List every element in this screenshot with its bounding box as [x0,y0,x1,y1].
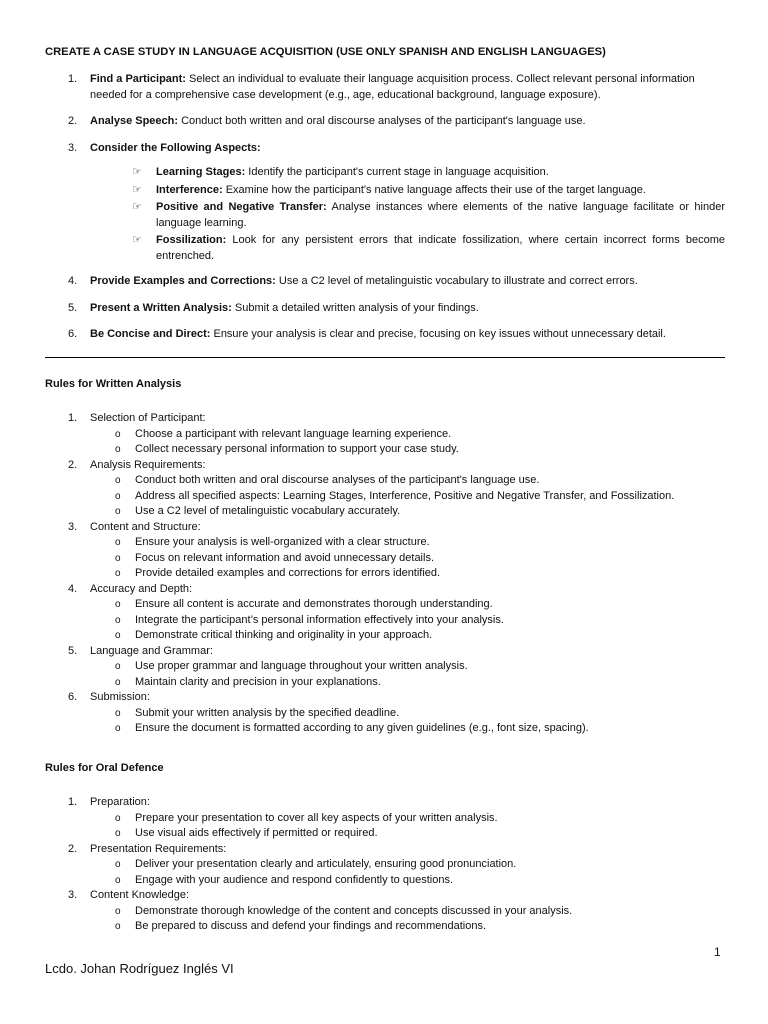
step-label: Present a Written Analysis: [90,301,232,314]
rule-item [45,842,725,858]
rule-subitem-text: Ensure your analysis is well-organized with a clear structure. [135,536,430,548]
written-rules-heading: Rules for Written Analysis [45,378,182,390]
rule-item [45,411,725,427]
rule-label: Language and Grammar: [90,644,213,657]
rule-subitem [45,873,725,889]
rule-subitem [45,721,725,737]
step-item [45,141,725,265]
step-number: 5. [68,301,78,314]
pointing-hand-icon: ☞ [132,234,142,246]
rule-label: Presentation Requirements: [90,842,227,855]
rule-subitem-text: Demonstrate thorough knowledge of the content and concepts discussed in your analysis. [135,904,573,917]
rule-number: 5. [68,644,78,657]
aspect-text: Identify the participant's current stage in language acquisition. [245,166,549,178]
rule-subitem-text: Ensure all content is accurate and demonstrates thorough understanding. [135,598,493,610]
rule-item [45,644,725,660]
step-text: Ensure your analysis is clear and precise, focusing on key issues without unnecessary detail. [210,328,666,340]
rule-item [45,888,725,904]
rule-subitem [45,566,725,582]
hollow-circle-icon: o [115,661,121,672]
hollow-circle-icon: o [115,537,121,548]
written-rules-list [45,411,725,737]
rule-subitem-text: Integrate the participant’s personal information effectively into your analysis. [135,613,504,626]
rule-number: 2. [68,458,78,471]
step-label: Find a Participant: [90,73,186,85]
step-item [45,274,725,290]
rule-subitem-text: Be prepared to discuss and defend your findings and recommendations. [135,920,486,932]
rule-subitem-text: Use proper grammar and language throughout your written analysis. [135,660,468,672]
aspect-text: Analyse instances where elements of the native language facilitate or hinder language learning. [156,201,725,229]
rule-item [45,690,725,706]
steps-list [45,72,725,354]
rule-number: 2. [68,842,78,855]
rule-subitem [45,597,725,613]
rule-subitem-text: Address all specified aspects: Learning Stages, Interference, Positive and Negative Transfer, and Fossilization. [135,489,675,502]
rule-item [45,795,725,811]
rule-subitem-text: Conduct both written and oral discourse analyses of the participant's language use. [135,474,540,486]
rule-item [45,458,725,474]
aspect-item [132,200,725,231]
rule-subitem [45,919,725,935]
pointing-hand-icon: ☞ [132,166,142,178]
rule-label: Accuracy and Depth: [90,582,193,595]
pointing-hand-icon: ☞ [132,183,142,196]
rule-subitem [45,628,725,644]
hollow-circle-icon: o [115,707,121,719]
hollow-circle-icon: o [115,676,121,688]
rule-subitem-text: Collect necessary personal information to support your case study. [135,443,459,455]
rule-number: 3. [68,520,78,533]
aspect-label: Interference: [156,183,223,196]
rule-subitem-text: Provide detailed examples and corrections for errors identified. [135,567,441,579]
rule-number: 1. [68,796,78,808]
hollow-circle-icon: o [115,490,121,502]
hollow-circle-icon: o [115,874,121,886]
rule-subitem [45,473,725,489]
rule-number: 4. [68,582,78,595]
aspect-text: Examine how the participant's native language affects their use of the target language. [222,183,646,196]
hollow-circle-icon: o [115,630,121,641]
step-label: Analyse Speech: [90,115,179,127]
aspect-label: Fossilization: [156,234,227,246]
rule-subitem [45,857,725,873]
rule-subitem-text: Focus on relevant information and avoid unnecessary details. [135,551,435,564]
step-number: 4. [68,275,78,287]
rule-subitem-text: Prepare your presentation to cover all key aspects of your written analysis. [135,811,498,824]
hollow-circle-icon: o [115,859,121,870]
rule-subitem-text: Use a C2 level of metalinguistic vocabulary accurately. [135,505,401,517]
rule-label: Analysis Requirements: [90,458,206,471]
rule-subitem-text: Deliver your presentation clearly and articulately, ensuring good pronunciation. [135,858,517,870]
rule-number: 6. [68,691,78,703]
aspect-item [132,233,725,264]
rule-item [45,520,725,536]
hollow-circle-icon: o [115,568,121,579]
rule-subitem [45,675,725,691]
rule-subitem-text: Maintain clarity and precision in your explanations. [135,675,381,688]
rule-subitem [45,442,725,458]
step-item [45,301,725,317]
rule-subitem [45,811,725,827]
rule-label: Preparation: [90,796,150,808]
rule-subitem [45,904,725,920]
page-number: 1 [714,945,721,959]
aspect-item [132,165,725,181]
rule-subitem-text: Ensure the document is formatted according to any given guidelines (e.g., font size, spacing). [135,722,589,734]
hollow-circle-icon: o [115,552,121,564]
rule-number: 3. [68,889,78,901]
rule-item [45,582,725,598]
aspect-label: Positive and Negative Transfer: [156,201,327,213]
pointing-hand-icon: ☞ [132,201,142,213]
section-divider [45,357,725,358]
step-number: 3. [68,141,78,154]
rule-label: Submission: [90,691,150,703]
step-item [45,72,725,103]
step-label: Provide Examples and Corrections: [90,275,276,287]
oral-rules-list [45,795,725,935]
rule-subitem [45,659,725,675]
hollow-circle-icon: o [115,723,121,734]
aspects-list [132,165,725,264]
step-number: 1. [68,73,78,85]
rule-subitem-text: Submit your written analysis by the specified deadline. [135,706,400,719]
hollow-circle-icon: o [115,428,121,440]
rule-number: 1. [68,412,78,424]
step-text: Select an individual to evaluate their language acquisition process. Collect relevant personal information needed for a comprehensive case development (e.g., age, educational background, language exposure). [90,73,695,101]
hollow-circle-icon: o [115,905,121,917]
rule-subitem [45,826,725,842]
step-label: Consider the Following Aspects: [90,141,261,154]
rule-subitem-text: Use visual aids effectively if permitted or required. [135,827,378,839]
rule-subitem [45,489,725,505]
rule-subitem-text: Choose a participant with relevant language learning experience. [135,427,452,440]
rule-subitem [45,706,725,722]
step-text: Use a C2 level of metalinguistic vocabulary to illustrate and correct errors. [275,275,638,287]
step-item [45,114,725,130]
rule-subitem [45,551,725,567]
hollow-circle-icon: o [115,828,121,839]
document-title: CREATE A CASE STUDY IN LANGUAGE ACQUISITION (USE ONLY SPANISH AND ENGLISH LANGUAGES) [45,46,606,58]
rule-subitem [45,613,725,629]
hollow-circle-icon: o [115,614,121,626]
aspect-item [132,183,725,199]
step-item [45,327,725,343]
oral-rules-heading: Rules for Oral Defence [45,762,164,774]
step-text: Conduct both written and oral discourse analyses of the participant's language use. [178,115,586,127]
step-number: 2. [68,115,78,127]
hollow-circle-icon: o [115,506,121,517]
footer-author: Lcdo. Johan Rodríguez Inglés VI [45,961,234,976]
rule-subitem [45,427,725,443]
aspect-label: Learning Stages: [156,166,246,178]
rule-label: Selection of Participant: [90,412,206,424]
rule-label: Content and Structure: [90,520,201,533]
step-label: Be Concise and Direct: [90,328,211,340]
hollow-circle-icon: o [115,812,121,824]
rule-subitem-text: Demonstrate critical thinking and originality in your approach. [135,629,433,641]
hollow-circle-icon: o [115,599,121,610]
rule-subitem [45,535,725,551]
rule-subitem [45,504,725,520]
rule-subitem-text: Engage with your audience and respond confidently to questions. [135,873,453,886]
aspect-text: Look for any persistent errors that indicate fossilization, where certain incorrect forms become entrenched. [156,234,725,262]
step-number: 6. [68,328,78,340]
hollow-circle-icon: o [115,475,121,486]
rule-label: Content Knowledge: [90,889,190,901]
step-text: Submit a detailed written analysis of your findings. [231,301,479,314]
hollow-circle-icon: o [115,921,121,932]
hollow-circle-icon: o [115,444,121,455]
